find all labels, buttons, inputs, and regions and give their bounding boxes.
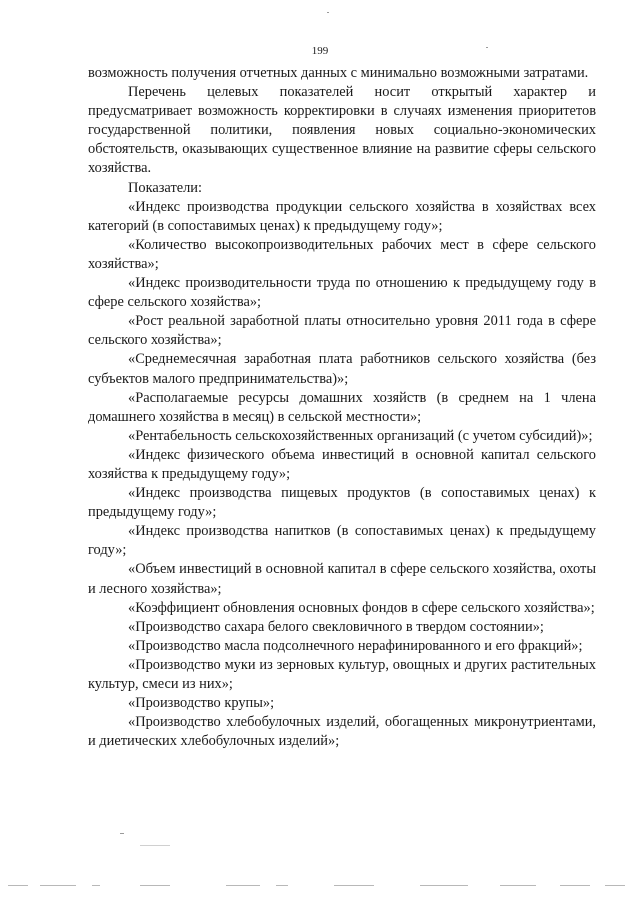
indicator-item: «Производство крупы»; <box>128 695 275 712</box>
indicator-item: «Индекс производства пищевых продуктов (в сопоставимых ценах) к предыдущему году»; <box>88 485 596 521</box>
indicator-item: «Рост реальной заработной платы относительно уровня 2011 года в сфере сельского хозяйства»; <box>88 313 596 349</box>
scan-speck <box>140 845 170 846</box>
indicator-item: «Индекс физического объема инвестиций в основной капитал сельского хозяйства к предыдущему году»; <box>88 446 596 482</box>
indicators-heading: Показатели: <box>128 179 203 196</box>
scan-noise <box>0 885 640 891</box>
indicator-item: «Объем инвестиций в основной капитал в сфере сельского хозяйства, охоты и лесного хозяйства»; <box>88 561 596 597</box>
indicator-item: «Индекс производства напитков (в сопоставимых ценах) к предыдущему году»; <box>88 523 596 559</box>
paragraph: возможность получения отчетных данных с минимально возможными затратами. <box>88 65 589 81</box>
indicator-item: «Количество высокопроизводительных рабочих мест в сфере сельского хозяйства»; <box>88 236 596 272</box>
indicator-item: «Производство хлебобулочных изделий, обогащенных микронутриентами, и диетических хлебобулочных изделий»; <box>88 714 596 750</box>
indicator-item: «Располагаемые ресурсы домашних хозяйств (в среднем на 1 члена домашнего хозяйства в месяц) в сельской местности»; <box>88 389 596 425</box>
scan-speck <box>120 833 124 834</box>
indicator-item: «Производство масла подсолнечного нерафинированного и его фракций»; <box>128 637 583 654</box>
indicator-item: «Производство сахара белого свекловичного в твердом состоянии»; <box>128 618 544 635</box>
indicator-item: «Рентабельность сельскохозяйственных организаций (с учетом субсидий)»; <box>128 427 593 444</box>
page-number: 199 <box>311 45 329 57</box>
indicator-item: «Производство муки из зерновых культур, овощных и других растительных культур, смеси из них»; <box>88 656 596 692</box>
paragraph: Перечень целевых показателей носит открытый характер и предусматривает возможность корректировки в случаях изменения приоритетов государственной политики, появления новых социально-экономических обстоятельств, оказывающих существенное влияние на развитие сферы сельского хозяйства. <box>88 84 596 177</box>
body-text <box>88 64 596 751</box>
indicator-item: «Среднемесячная заработная плата работников сельского хозяйства (без субъектов малого предпринимательства)»; <box>88 351 596 387</box>
indicator-item: «Коэффициент обновления основных фондов в сфере сельского хозяйства»; <box>128 599 595 616</box>
scan-speck <box>486 47 488 48</box>
indicator-item: «Индекс производства продукции сельского хозяйства в хозяйствах всех категорий (в сопоставимых ценах) к предыдущему году»; <box>88 198 596 234</box>
scan-speck <box>327 12 329 13</box>
indicator-item: «Индекс производительности труда по отношению к предыдущему году в сфере сельского хозяйства»; <box>88 275 596 311</box>
